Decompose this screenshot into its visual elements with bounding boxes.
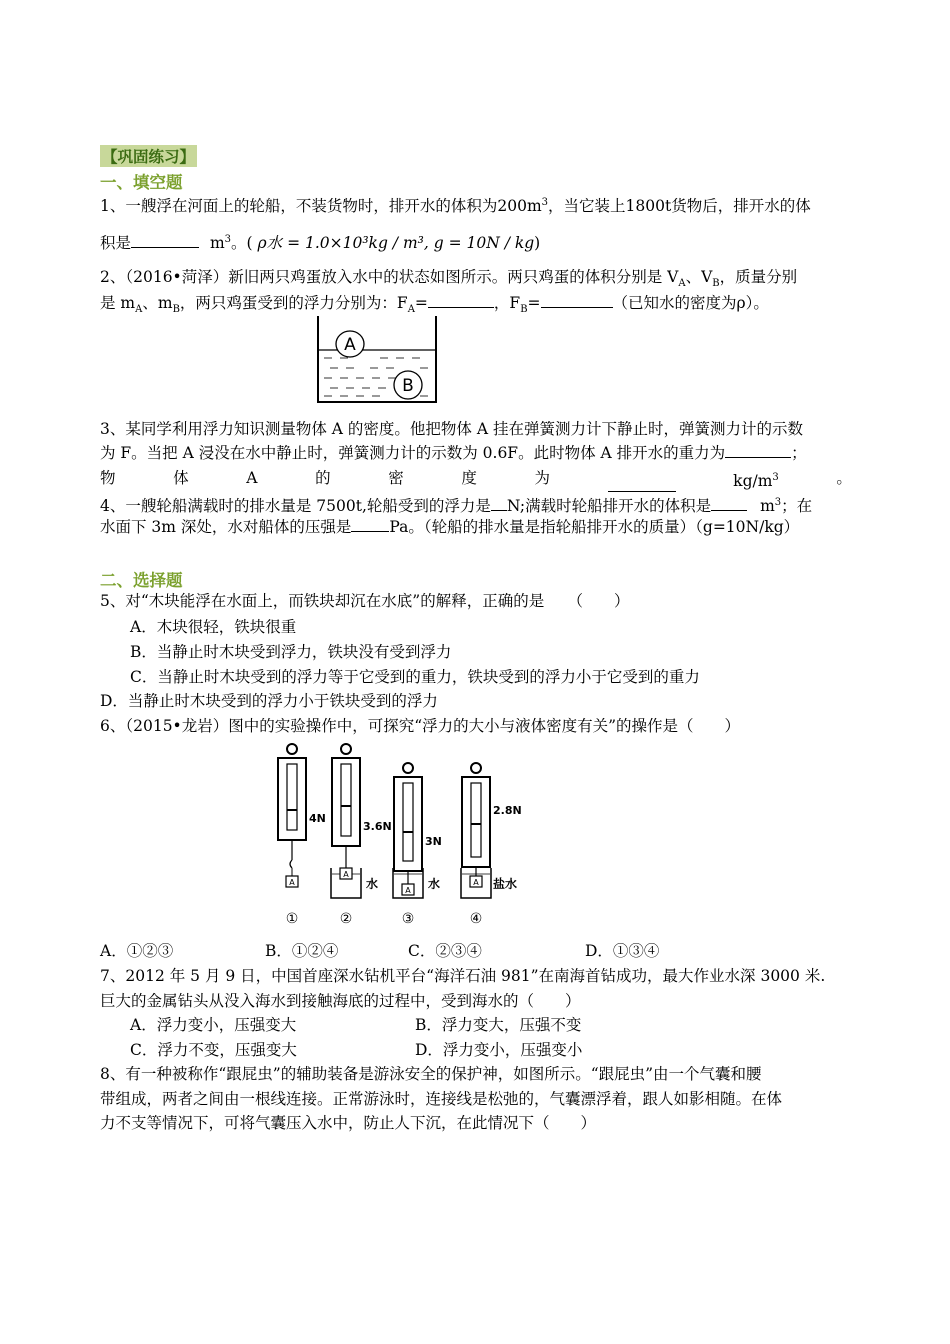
q1-formula-density: ρ水 = 1.0×10³kg / m³	[257, 234, 424, 253]
q7-option-a: A．浮力变小，压强变大	[130, 1016, 297, 1034]
spring-scale-1	[278, 744, 326, 887]
q3-line2: 为 F。当把 A 浸没在水中静止时，弹簧测力计的示数为 0.6F。此时物体 A 排开水的重力为 ；	[100, 444, 807, 462]
q1-blank	[131, 247, 199, 248]
q1-formula-g: , g = 10N / kg	[423, 234, 535, 253]
q7-option-d: D．浮力变小，压强变小	[415, 1041, 583, 1059]
q2-egg-figure	[310, 316, 440, 406]
q1-line1: 1、一艘浮在河面上的轮船，不装货物时，排开水的体积为$200m^3$，当它装上1800t货物后，排开水的体	[100, 197, 811, 216]
liquid-2: 水	[366, 877, 379, 891]
q6-experiment-figure	[268, 740, 530, 930]
block-4-label: A	[473, 878, 479, 887]
q4-blank-force	[491, 510, 507, 511]
q8-line2: 带组成，两者之间由一根线连接。正常游泳时，连接线是松弛的，气囊漂浮着，跟人如影相随。在体	[100, 1090, 783, 1108]
q3-blank-density	[608, 467, 676, 492]
q7-line2: 巨大的金属钻头从没入海水到接触海底的过程中，受到海水的（ ）	[100, 992, 581, 1010]
q7-option-b: B．浮力变大，压强不变	[415, 1016, 582, 1034]
q5-option-c: C．当静止时木块受到的浮力等于它受到的重力，铁块受到的浮力小于它受到的重力	[130, 668, 700, 686]
spring-scale-3	[393, 763, 442, 898]
q8-line1: 8、有一种被称作“跟屁虫”的辅助装备是游泳安全的保护神，如图所示。“跟屁虫”由一个气囊和腰	[100, 1065, 762, 1083]
egg-a-label: A	[344, 335, 356, 355]
q5-option-a: A．木块很轻，铁块很重	[130, 618, 297, 636]
q5-option-b: B．当静止时木块受到浮力，铁块没有受到浮力	[130, 643, 452, 661]
q4-blank-volume	[711, 510, 747, 511]
q3-blank-gravity	[725, 457, 791, 458]
section-choice-title: 二、选择题	[100, 571, 183, 590]
reading-4: 2.8N	[493, 804, 522, 817]
q1-line2: 积是 $m^3$。( ρ水 = 1.0×10³kg / m³, g = 10N / kg)	[100, 234, 541, 253]
q6-option-d: D．①③④	[585, 942, 660, 960]
spring-scale-4	[461, 763, 522, 898]
q7-option-c: C．浮力不变，压强变大	[130, 1041, 297, 1059]
q6-option-b: B．①②④	[265, 942, 339, 960]
spring-scale-2	[331, 744, 392, 898]
section-fill-title: 一、填空题	[100, 173, 183, 192]
block-2-label: A	[343, 870, 349, 879]
q7-line1: 7、2012 年 5 月 9 日，中国首座深水钻机平台“海洋石油 981”在南海首钻成功，最大作业水深 3000 米.	[100, 967, 826, 985]
figure-label-3: ③	[401, 911, 415, 927]
block-1-label: A	[289, 878, 295, 887]
q3-line3: 物 体 A 的 密 度 为 $kg/m^3$ 。	[100, 469, 852, 491]
q2-blank-fa	[428, 307, 494, 308]
reading-2: 3.6N	[363, 820, 392, 833]
reading-1: 4N	[309, 812, 326, 825]
q2-line2: 是 $m_A$、$m_B$，两只鸡蛋受到的浮力分别为：$F_A=$ ，$F_B=$ （已知水的密度为ρ）。	[100, 294, 769, 316]
liquid-3: 水	[428, 877, 441, 891]
q4-line2: 水面下 3m 深处，水对船体的压强是 Pa。（轮船的排水量是指轮船排开水的质量）（g=10N/kg）	[100, 518, 800, 536]
q6-option-c: C．②③④	[408, 942, 482, 960]
figure-label-1: ①	[285, 911, 299, 927]
figure-label-2: ②	[339, 911, 353, 927]
block-3-label: A	[405, 886, 411, 895]
liquid-4: 盐水	[493, 877, 518, 891]
q4-line1: 4、一艘轮船满载时的排水量是 7500t,轮船受到的浮力是 N;满载时轮船排开水的体积是 $m^3$；在	[100, 497, 813, 516]
egg-b-label: B	[402, 376, 414, 396]
q3-line1: 3、某同学利用浮力知识测量物体 A 的密度。他把物体 A 挂在弹簧测力计下静止时，弹簧测力计的示数	[100, 420, 803, 438]
section-tag: 【巩固练习】	[100, 145, 197, 167]
q5-stem: 5、对“木块能浮在水面上，而铁块却沉在水底”的解释，正确的是 （ ）	[100, 592, 630, 610]
q2-blank-fb	[541, 307, 613, 308]
figure-label-4: ④	[469, 911, 483, 927]
q2-line1: 2、（2016•菏泽）新旧两只鸡蛋放入水中的状态如图所示。两只鸡蛋的体积分别是 $V_A$、$V_B$，质量分别	[100, 268, 798, 290]
q8-line3: 力不支等情况下，可将气囊压入水中，防止人下沉，在此情况下（ ）	[100, 1114, 597, 1132]
q6-stem: 6、（2015•龙岩）图中的实验操作中，可探究“浮力的大小与液体密度有关”的操作是（ ）	[100, 717, 741, 735]
q6-option-a: A．①②③	[100, 942, 174, 960]
reading-3: 3N	[425, 835, 442, 848]
q4-blank-pressure	[351, 531, 389, 532]
q5-option-d: D．当静止时木块受到的浮力小于铁块受到的浮力	[100, 692, 438, 710]
